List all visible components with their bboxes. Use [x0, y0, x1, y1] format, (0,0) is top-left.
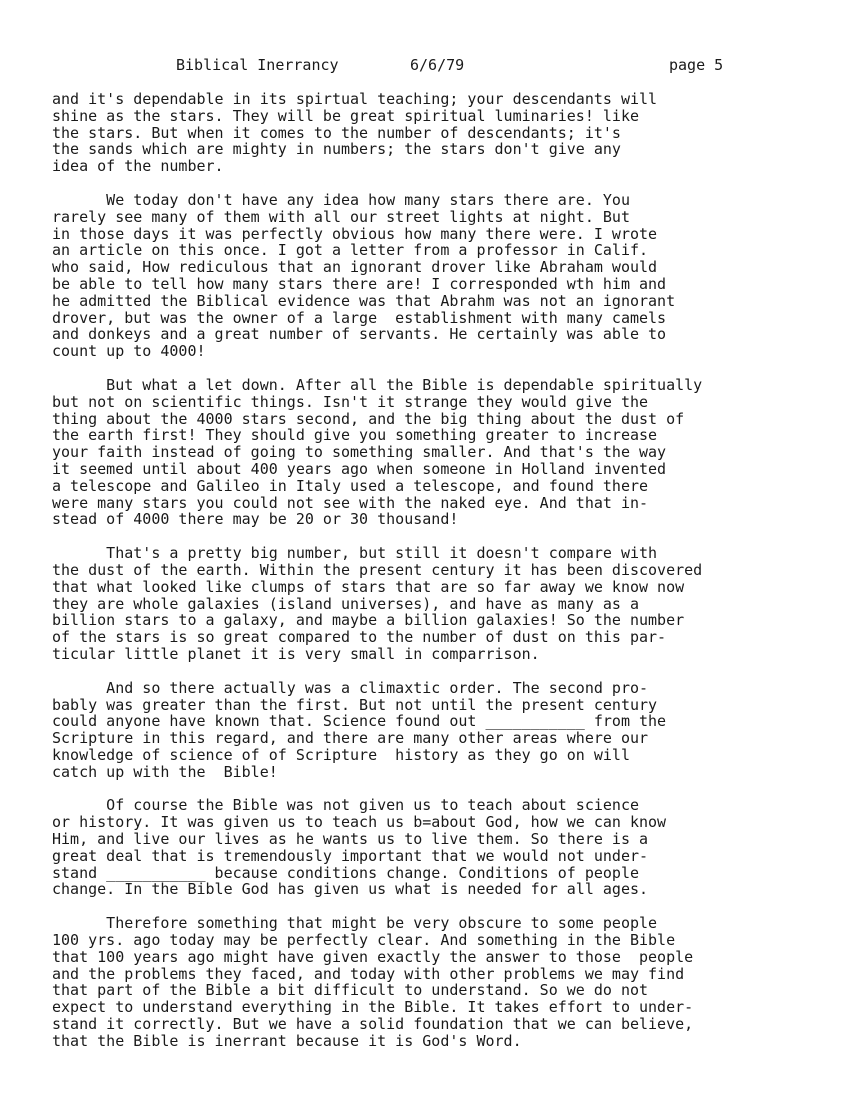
text-line: We today don't have any idea how many stars there are. You	[52, 190, 630, 209]
document-body	[52, 91, 812, 1067]
text-line: or history. It was given us to teach us b=about God, how we can know	[52, 813, 667, 832]
text-line: bably was greater than the first. But not until the present century	[52, 695, 658, 714]
text-line: they are whole galaxies (island universes), and have as many as a	[52, 594, 639, 613]
text-line: who said, How rediculous that an ignorant drover like Abraham would	[52, 258, 658, 277]
text-line: stand ___________ because conditions change. Conditions of people	[52, 863, 639, 882]
text-line: expect to understand everything in the Bible. It takes effort to under-	[52, 998, 694, 1017]
text-line: in those days it was perfectly obvious how many there were. I wrote	[52, 224, 658, 243]
text-line: that the Bible is inerrant because it is God's Word.	[52, 1031, 522, 1050]
text-line: Him, and live our lives as he wants us to live them. So there is a	[52, 830, 649, 849]
header-date: 6/6/79	[410, 56, 465, 74]
paragraph-6	[52, 797, 812, 898]
text-line: 100 yrs. ago today may be perfectly clear. And something in the Bible	[52, 931, 676, 950]
text-line: ticular little planet it is very small in comparrison.	[52, 644, 540, 663]
paragraph-2	[52, 192, 812, 360]
text-line: the earth first! They should give you something greater to increase	[52, 426, 658, 445]
text-line: drover, but was the owner of a large establishment with many camels	[52, 308, 667, 327]
text-line: of the stars is so great compared to the number of dust on this par-	[52, 628, 667, 647]
text-line: that part of the Bible a bit difficult to understand. So we do not	[52, 981, 649, 1000]
text-line: were many stars you could not see with the naked eye. And that in-	[52, 493, 649, 512]
text-line: count up to 4000!	[52, 342, 206, 361]
text-line: rarely see many of them with all our street lights at night. But	[52, 207, 630, 226]
text-line: the dust of the earth. Within the present century it has been discovered	[52, 560, 703, 579]
text-line: Scripture in this regard, and there are many other areas where our	[52, 729, 649, 748]
text-line: change. In the Bible God has given us what is needed for all ages.	[52, 880, 649, 899]
text-line: an article on this once. I got a letter from a professor in Calif.	[52, 241, 649, 260]
text-line: thing about the 4000 stars second, and the big thing about the dust of	[52, 409, 685, 428]
page-header	[0, 56, 841, 74]
text-line: Therefore something that might be very obscure to some people	[52, 914, 658, 933]
header-page-number: page 5	[669, 56, 724, 74]
text-line: knowledge of science of of Scripture history as they go on will	[52, 745, 630, 764]
paragraph-1	[52, 91, 812, 175]
text-line: And so there actually was a climaxtic order. The second pro-	[52, 678, 649, 697]
text-line: a telescope and Galileo in Italy used a telescope, and found there	[52, 476, 649, 495]
text-line: great deal that is tremendously important that we would not under-	[52, 846, 649, 865]
text-line: but not on scientific things. Isn't it strange they would give the	[52, 392, 649, 411]
paragraph-3	[52, 377, 812, 528]
text-line: and the problems they faced, and today with other problems we may find	[52, 964, 685, 983]
text-line: catch up with the Bible!	[52, 762, 278, 781]
text-line: be able to tell how many stars there are! I corresponded wth him and	[52, 274, 667, 293]
text-line: stead of 4000 there may be 20 or 30 thousand!	[52, 510, 459, 529]
text-line: Of course the Bible was not given us to teach about science	[52, 796, 639, 815]
paragraph-5	[52, 680, 812, 781]
text-line: your faith instead of going to something smaller. And that's the way	[52, 443, 667, 462]
text-line: and it's dependable in its spirtual teaching; your descendants will	[52, 90, 658, 108]
text-line: shine as the stars. They will be great spiritual luminaries! like	[52, 106, 639, 125]
header-title: Biblical Inerrancy	[176, 56, 339, 74]
text-line: billion stars to a galaxy, and maybe a billion galaxies! So the number	[52, 611, 685, 630]
text-line: That's a pretty big number, but still it doesn't compare with	[52, 544, 658, 563]
text-line: idea of the number.	[52, 157, 224, 176]
text-line: But what a let down. After all the Bible is dependable spiritually	[52, 375, 703, 394]
text-line: it seemed until about 400 years ago when someone in Holland invented	[52, 459, 667, 478]
text-line: and donkeys and a great number of servants. He certainly was able to	[52, 325, 667, 344]
text-line: could anyone have known that. Science found out ___________ from the	[52, 712, 667, 731]
text-line: stand it correctly. But we have a solid foundation that we can believe,	[52, 1015, 694, 1034]
text-line: that 100 years ago might have given exactly the answer to those people	[52, 947, 694, 966]
paragraph-4	[52, 545, 812, 663]
text-line: that what looked like clumps of stars that are so far away we know now	[52, 577, 685, 596]
text-line: the stars. But when it comes to the number of descendants; it's	[52, 123, 621, 142]
text-line: the sands which are mighty in numbers; the stars don't give any	[52, 140, 621, 159]
paragraph-7	[52, 915, 812, 1049]
text-line: he admitted the Biblical evidence was that Abrahm was not an ignorant	[52, 291, 676, 310]
